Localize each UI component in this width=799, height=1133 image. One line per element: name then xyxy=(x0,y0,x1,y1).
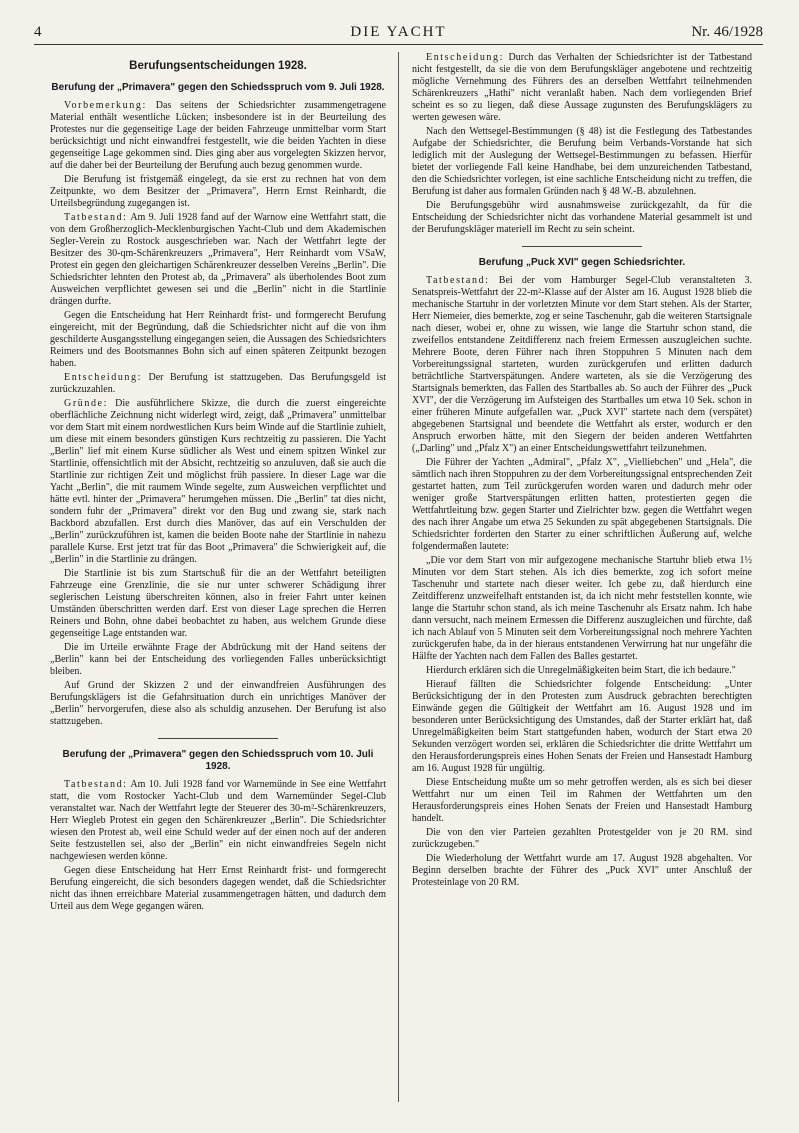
paragraph: Die Startlinie ist bis zum Startschuß für die an der Wettfahrt beteiligten Fahrzeuge eine Grenzlinie, die sie nur unter schwerer Schädigung ihrer seglerischen Leistung überschreiten können, also in freier Fahrt unter keinen Umständen überschritten werden darf. Erst von dieser Lage sprechen die Herren Reiners und Bohn, ohne dabei beobachtet zu haben, aus welchem Grunde diese gegenseitige Lage entstanden war. xyxy=(50,568,386,639)
paragraph: Die Berufungsgebühr wird ausnahmsweise zurückgezahlt, da für die Entscheidung der Schiedsrichter nicht das vorhandene Material gesammelt ist und der Berufungskläger materiell im Recht zu sein scheint. xyxy=(412,200,752,235)
section-label: Entscheidung: xyxy=(426,52,505,63)
paragraph: Entscheidung: Durch das Verhalten der Schiedsrichter ist der Tatbestand nicht festgestellt, da sie die von dem Berufungskläger angebotene und rechtzeitig mögliche Vernehmung des Führers des an derselben Wettfahrt teilnehmenden Schärenkreuzers „Hathi" nicht veranlaßt haben. Nach dem vorliegenden Brief scheint es so zu liegen, daß diese Aussage zugunsten des Berufungsklägers zu werten gewesen wäre. xyxy=(412,52,752,123)
page-header xyxy=(34,22,763,45)
paragraph: Die im Urteile erwähnte Frage der Abdrückung mit der Hand seitens der „Berlin" kann bei der Entscheidung des vorliegenden Falles unberücksichtigt bleiben. xyxy=(50,642,386,677)
section-label: Tatbestand: xyxy=(426,275,490,286)
section-label: Vorbemerkung: xyxy=(64,100,147,111)
paragraph: Die Wiederholung der Wettfahrt wurde am 17. August 1928 abgehalten. Vor Beginn derselben brachte der Führer des „Puck XVI" unter Anschluß der Protesteinlage von 20 RM. xyxy=(412,853,752,888)
paragraph: Die Berufung ist fristgemäß eingelegt, da sie erst zu rechnen hat von dem Zeitpunkte, wo dem Besitzer der „Primavera", Herrn Ernst Reinhardt, die Urteilsbegründung zugegangen ist. xyxy=(50,174,386,209)
paragraph: Die Führer der Yachten „Admiral", „Pfalz X", „Vielliebchen" und „Hela", die sämtlich nach ihren Stoppuhren zu der dem Vorbereitungssignal entsprechenden Zeit gestartet hatten, zum Teil zurückgerufen worden waren und dadurch mehr oder weniger große Startverspätungen erlitten hatten, protestierten gegen die Wettfahrtleitung bzw. gegen Starter und Zielrichter bzw. gegen die Wettfahrt wegen des nach ihrer Angabe um etwa 25 Sekunden zu spät abgegebenen Startsignals. Die Schiedsrichter forderten den Starter zu einer schriftlichen Äußerung auf, welche folgendermaßen lautete: xyxy=(412,457,752,552)
paragraph: Tatbestand: Am 9. Juli 1928 fand auf der Warnow eine Wettfahrt statt, die von dem Großherzoglich-Mecklenburgischen Yacht-Club und dem Akademischen Segler-Verein zu Rostock ausgeschrieben war. Nach der Wettfahrt legte der Besitzer des 30-qm-Schärenkreuzers „Primavera", Herr Reinhardt vom VSaW, Protest ein gegen den gleichartigen Schärenkreuzer desselben Vereins „Berlin". Die Schiedsrichter lehnten den Protest ab, da „Primavera" als überholendes Boot zum Ausweichen verpflichtet gewesen sei und die „Berlin" nicht in die Startlinie drängen durfte. xyxy=(50,212,386,307)
paragraph: Entscheidung: Der Berufung ist stattzugeben. Das Berufungsgeld ist zurückzuzahlen. xyxy=(50,372,386,395)
page-number: 4 xyxy=(34,24,42,40)
paragraph: Die von den vier Parteien gezahlten Protestgelder von je 20 RM. sind zurückzugeben." xyxy=(412,827,752,850)
paragraph: Hierdurch erklären sich die Unregelmäßigkeiten beim Start, die ich bedaure." xyxy=(426,665,736,676)
section-divider xyxy=(522,246,642,247)
column-divider xyxy=(398,52,399,1102)
paragraph: „Die vor dem Start von mir aufgezogene mechanische Startuhr blieb etwa 1½ Minuten vor dem Start stehen. Als ich dies bemerkte, zog ich sofort meine Taschenuhr und startete nach dieser weiter. Ich gebe zu, daß hierdurch eine Zeitdifferenz unzweifelhaft entstanden ist, da ich nicht mehr feststellen konnte, wie lange die Startuhr schon stand, als ich meine Taschenuhr als Ersatz nahm. Ich habe dann versucht, nach meinem Ermessen die Differenz auszugleichen und fürchte, daß ich nach Ablauf von 5 Minuten seit dem Vorbereitungssignal noch mehrere Yachten zurückgerufen habe, da in der hieraus entstandenen Verwirrung hat nur ungefähr die Hälfte der Yachten nach dem Fallen des Balles gestartet. xyxy=(412,555,752,662)
paragraph: Gegen die Entscheidung hat Herr Reinhardt frist- und formgerecht Berufung eingereicht, mit der Begründung, daß die Schiedsrichter nicht auf die von ihm geschilderte Ausgangsstellung eingegangen seien, die Aussagen des Schiedsrichters Reimers und des Bootsmannes Bohn sich auf einen späteren Zeitpunkt bezogen haben. xyxy=(50,310,386,369)
case3-title: Berufung „Puck XVI" gegen Schiedsrichter. xyxy=(478,257,686,268)
paragraph: Gründe: Die ausführlichere Skizze, die durch die zuerst eingereichte oberflächliche Zeichnung nicht widerlegt wird, zeigt, daß „Primavera" unmittelbar vor dem Start mit einem nordwestlichen Kurs beim Winde auf die Startlinie zuhielt, um diese mit einem besonders günstigen Kurs rechtzeitig zu passieren. Die Yacht „Berlin" lief mit einem Kurse südlicher als West und einem spitzen Winkel zur Startlinie, offensichtlich mit der Absicht, rechtzeitig so anzuluven, daß sie auch die Startlinie zur richtigen Zeit und möglichst früh passiere. In dieser Lage war die Yacht „Berlin", die mit raumem Winde segelte, zum Ausweichen verpflichtet und hätte evtl. hinter der „Primavera" herumgehen müssen. Die „Berlin" tat dies nicht, sondern fuhr der „Primavera" direkt vor den Bug und zwang sie, stark nach Backbord abzufallen. Erst durch dies Manöver, das auf ein Verschulden der „Berlin" zurückzuführen ist, kamen die beiden Boote nahe der Startlinie in nahezu parallele Kurse. Erst jetzt trat für das Boot „Primavera" die Schwierigkeit auf, die „Berlin" in die Startlinie zu drängen. xyxy=(50,398,386,565)
paragraph: Gegen diese Entscheidung hat Herr Ernst Reinhardt frist- und formgerecht Berufung eingereicht, die sich besonders dagegen wendet, daß die Schiedsrichter nicht das ihnen erreichbare Material zusammengetragen hätten, und dadurch dem Urteil aus dem Wege gegangen wären. xyxy=(50,865,386,912)
paragraph: Auf Grund der Skizzen 2 und der einwandfreien Ausführungen des Berufungsklägers ist die Gefahrsituation durch ein unrichtiges Manöver der „Berlin" hervorgerufen, diese also als schuldig anzusehen. Der Berufung ist also stattzugeben. xyxy=(50,680,386,727)
journal-title: DIE YACHT xyxy=(350,24,447,40)
section-label: Entscheidung: xyxy=(64,372,143,383)
paragraph: Diese Entscheidung mußte um so mehr getroffen werden, als es sich bei dieser Wettfahrt nur um einen Teil im Rahmen der Wettfahrten um den Herausforderungspreis eines Hohen Senats der Freien und Hansestadt Hamburg handelt. xyxy=(412,777,752,824)
left-column xyxy=(50,52,386,1112)
main-title: Berufungsentscheidungen 1928. xyxy=(129,60,307,72)
paragraph: Tatbestand: Bei der vom Hamburger Segel-Club veranstalteten 3. Senatspreis-Wettfahrt der 22-m²-Klasse auf der Alster am 16. August 1928 blieb die mechanische Startuhr in der vorletzten Minute vor dem Start stehen. Als der Starter, Herr Niemeier, dies bemerkte, zog er seine Taschenuhr, gab die weiteren Startsignale nach dieser, wobei er, ohne zu wissen, wie lange die Startuhr schon stand, die zweifellos entstandene Zeitdifferenz nach freiem Ermessen auszugleichen suchte. Mehrere Boote, deren Führer nach ihren Stoppuhren 5 Minuten nach dem Vorbereitungssignal starteten, wurden zurückgerufen und erlitten dadurch beträchtliche Startverspätungen. Andere warteten, als sie die Verzögerung des Startsignals bemerkten, das Fallen des Startballes ab. So auch der Führer des „Puck XVI", der die Verzögerung im Aufsteigen des Startballes um etwa 10 Sek. schon in einer früheren Minute aufgefallen war. „Puck XVI" startete nach dem (verspätet) abgegebenen Startsignal und beendete die Wettfahrt als erster, wodurch er den Anspruch erworben hätte, mit den Siegern der beiden anderen Wettfahrten („Darling" und „Pfalz X") an einer Entscheidungswettfahrt teilzunehmen. xyxy=(412,275,752,454)
case1-title: Berufung der „Primavera" gegen den Schiedsspruch vom 9. Juli 1928. xyxy=(51,82,385,93)
issue-number: Nr. 46/1928 xyxy=(691,24,763,40)
paragraph: Nach den Wettsegel-Bestimmungen (§ 48) ist die Festlegung des Tatbestandes Aufgabe der Schiedsrichter, die Berufung beim Verbands-Vorstande hat sich lediglich mit der Auslegung der Wettsegel-Bestimmungen zu befassen. Hierfür bietet der vorliegende Fall keine Handhabe, bei dem unzureichenden Tatbestand, den die Schiedsrichter vorlegen, ist eine sachliche Entscheidung nicht zu treffen, die Berufung ist daher aus formalen Gründen nach § 48 W.-B. abzulehnen. xyxy=(412,126,752,197)
right-column xyxy=(412,52,752,1112)
section-label: Tatbestand: xyxy=(64,779,128,790)
paragraph: Tatbestand: Am 10. Juli 1928 fand vor Warnemünde in See eine Wettfahrt statt, die vom Rostocker Yacht-Club und dem Warnemünder Segel-Club veranstaltet war. Nach der Wettfahrt legte der Steuerer des 30-m²-Schärenkreuzers, Herr Wiegleb Protest ein gegen den Schärenkreuzer „Berlin". Die Schiedsrichter wiesen den Protest ab, weil eine Schuld weder auf der einen noch auf der anderen Seite festzustellen sei, also der „Berlin" ein nicht einwandfreies Segeln nicht nachgewiesen werden könne. xyxy=(50,779,386,862)
section-divider xyxy=(158,738,278,739)
section-label: Tatbestand: xyxy=(64,212,128,223)
case2-title: Berufung der „Primavera" gegen den Schiedsspruch vom 10. Juli 1928. xyxy=(62,749,374,772)
paragraph: Vorbemerkung: Das seitens der Schiedsrichter zusammengetragene Material enthält wesentliche Lücken; insbesondere ist in der Beurteilung des Protestes nur die gegenseitige Lage der beiden Fahrzeuge unmittelbar vorm Start berücksichtigt und nicht einwandfrei festgestellt, wie die beiden Yachten in diese gegenseitige Lage gekommen sind. Dies ging aber aus vorgelegten Skizzen hervor, auf die daher bei der Beurteilung der Berufung auch bezug genommen wurde. xyxy=(50,100,386,171)
section-label: Gründe: xyxy=(64,398,108,409)
paragraph: Hierauf fällten die Schiedsrichter folgende Entscheidung: „Unter Berücksichtigung der in den Protesten zum Ausdruck gebrachten berechtigten Einwände gegen die Gültigkeit der Wettfahrt am 16. August 1928 und im besonderen unter Berücksichtigung des Umstandes, daß der Starter erklärt hat, daß Unregelmäßigkeiten beim Start stattgefunden haben, wodurch der Start etwa 20 Sekunden verzögert worden sei, erklären die Schiedsrichter die dritte Wettfahrt um den Herausforderungspreis eines Hohen Senats der Freien und Hansestadt Hamburg am 16. August 1928 für ungültig. xyxy=(412,679,752,774)
